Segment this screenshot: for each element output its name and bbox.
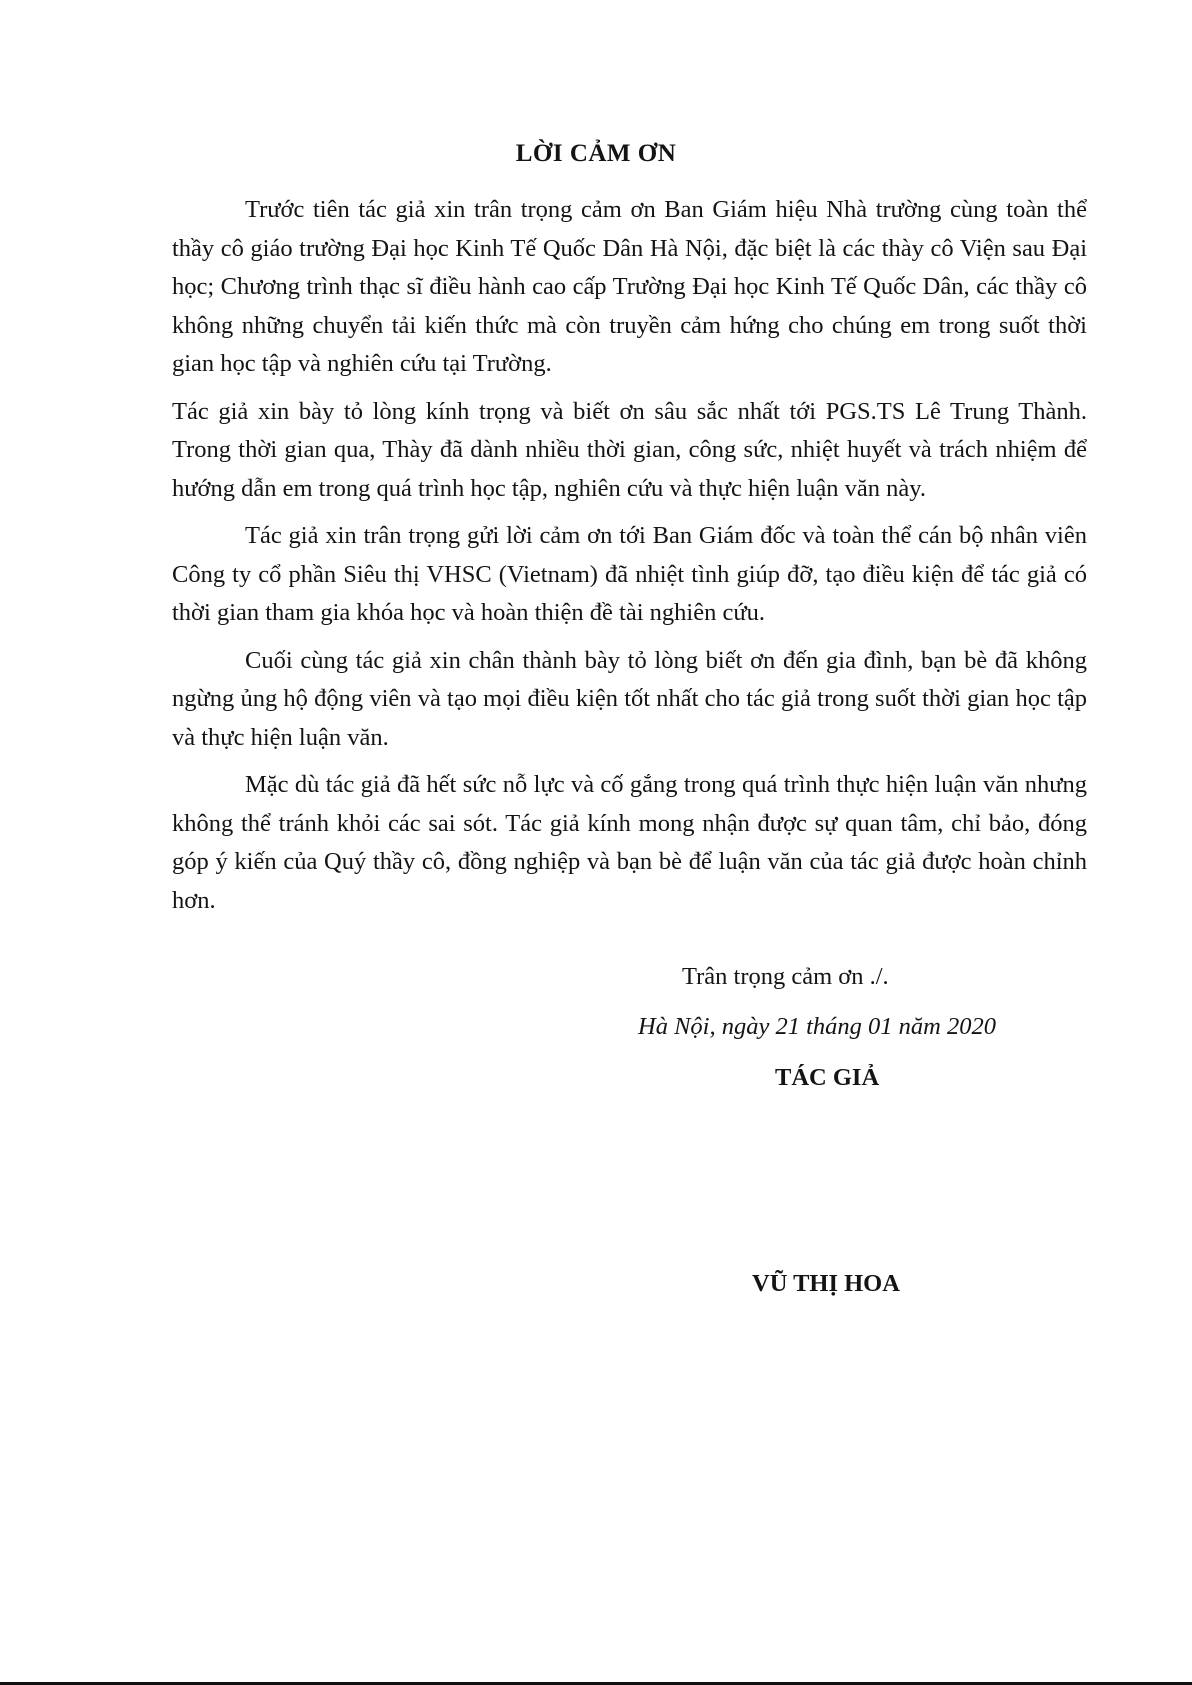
date-line: Hà Nội, ngày 21 tháng 01 năm 2020	[638, 1013, 996, 1040]
page-title: LỜI CẢM ƠN	[515, 140, 677, 167]
paragraph-4: Cuối cùng tác giả xin chân thành bày tỏ lòng biết ơn đến gia đình, bạn bè đã không ngừng ủng hộ động viên và tạo mọi điều kiện tốt nhất cho tác giả trong suốt thời gian học tập và thực hiện luận văn.	[172, 646, 1087, 751]
author-name: VŨ THỊ HOA	[752, 1270, 900, 1297]
paragraph-3: Tác giả xin trân trọng gửi lời cảm ơn tới Ban Giám đốc và toàn thể cán bộ nhân viên Công ty cổ phần Siêu thị VHSC (Vietnam) đã nhiệt tình giúp đỡ, tạo điều kiện để tác giả có thời gian tham gia khóa học và hoàn thiện đề tài nghiên cứu.	[172, 522, 1087, 626]
author-label: TÁC GIẢ	[775, 1064, 880, 1091]
paragraph-1: Trước tiên tác giả xin trân trọng cảm ơn Ban Giám hiệu Nhà trường cùng toàn thể thầy cô giáo trường Đại học Kinh Tế Quốc Dân Hà Nội, đặc biệt là các thày cô Viện sau Đại học; Chương trình thạc sĩ điều hành cao cấp Trường Đại học Kinh Tế Quốc Dân, các thầy cô không những chuyển tải kiến thức mà còn truyền cảm hứng cho chúng em trong suốt thời gian học tập và nghiên cứu tại Trường.	[172, 196, 1087, 377]
document-body	[172, 191, 1087, 920]
paragraph-2: Tác giả xin bày tỏ lòng kính trọng và biết ơn sâu sắc nhất tới PGS.TS Lê Trung Thành. Trong thời gian qua, Thày đã dành nhiều thời gian, công sức, nhiệt huyết và trách nhiệm để hướng dẫn em trong quá trình học tập, nghiên cứu và thực hiện luận văn này.	[172, 397, 1087, 502]
closing-thanks: Trân trọng cảm ơn ./.	[682, 963, 889, 990]
paragraph-5: Mặc dù tác giả đã hết sức nỗ lực và cố gắng trong quá trình thực hiện luận văn nhưng không thể tránh khỏi các sai sót. Tác giả kính mong nhận được sự quan tâm, chỉ bảo, đóng góp ý kiến của Quý thầy cô, đồng nghiệp và bạn bè để luận văn của tác giả được hoàn chỉnh hơn.	[172, 771, 1087, 914]
